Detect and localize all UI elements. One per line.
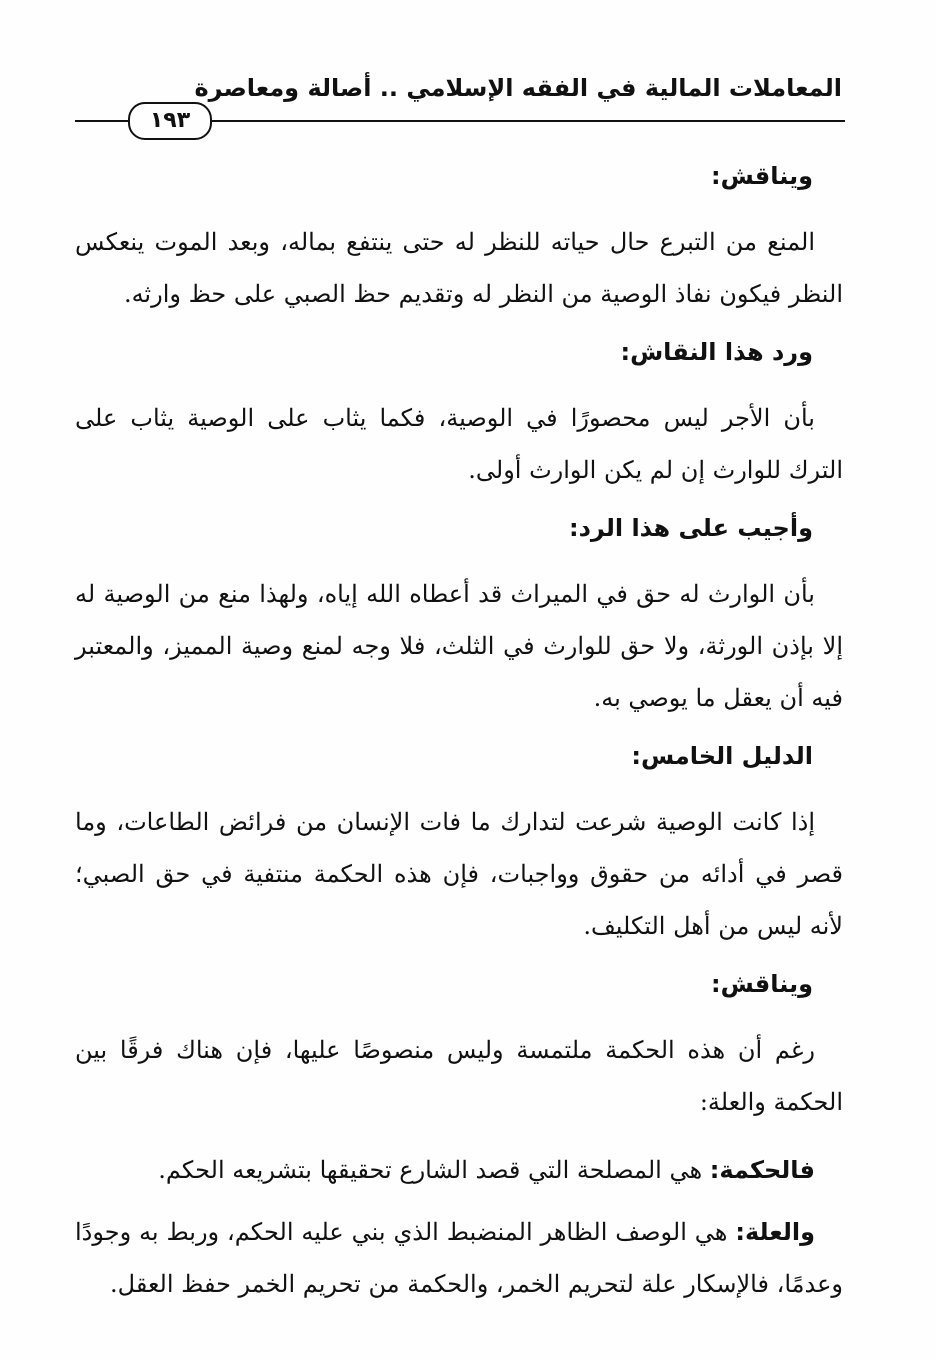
page-body	[75, 160, 843, 1320]
running-header-title: المعاملات المالية في الفقه الإسلامي .. أصالة ومعاصرة	[194, 74, 842, 102]
definition-text: هي المصلحة التي قصد الشارع تحقيقها بتشريعه الحكم.	[158, 1156, 710, 1184]
section-heading: الدليل الخامس:	[631, 742, 813, 770]
section-heading: ويناقش:	[711, 162, 813, 190]
section-heading: ويناقش:	[711, 970, 813, 998]
page-number-badge: ١٩٣	[128, 102, 212, 140]
section-paragraph: رغم أن هذه الحكمة ملتمسة وليس منصوصًا عليها، فإن هناك فرقًا بين الحكمة والعلة:	[75, 1036, 843, 1116]
section-paragraph: المنع من التبرع حال حياته للنظر له حتى ينتفع بماله، وبعد الموت ينعكس النظر فيكون نفاذ الوصية من النظر له وتقديم حظ الصبي على حظ وارثه.	[75, 228, 843, 308]
definition-wisdom	[75, 1144, 843, 1196]
definition-cause	[75, 1206, 843, 1310]
section-heading: وأجيب على هذا الرد:	[569, 514, 813, 542]
section-paragraph: إذا كانت الوصية شرعت لتدارك ما فات الإنسان من فرائض الطاعات، وما قصر في أدائه من حقوق وواجبات، فإن هذه الحكمة منتفية في حق الصبي؛ لأنه ليس من أهل التكليف.	[75, 808, 843, 940]
section-heading: ورد هذا النقاش:	[620, 338, 813, 366]
section-paragraph: بأن الوارث له حق في الميراث قد أعطاه الله إياه، ولهذا منع من الوصية له إلا بإذن الورثة، ولا حق للوارث في الثلث، فلا وجه لمنع وصية المميز، والمعتبر فيه أن يعقل ما يوصي به.	[75, 580, 843, 712]
definition-term: فالحكمة:	[709, 1156, 815, 1184]
definition-term: والعلة:	[735, 1218, 815, 1246]
definition-text: هي الوصف الظاهر المنضبط الذي بني عليه الحكم، وربط به وجودًا وعدمًا، فالإسكار علة لتحريم الخمر، والحكمة من تحريم الخمر حفظ العقل.	[75, 1218, 843, 1298]
section-paragraph: بأن الأجر ليس محصورًا في الوصية، فكما يثاب على الوصية يثاب على الترك للوارث إن لم يكن الوارث أولى.	[75, 404, 843, 484]
